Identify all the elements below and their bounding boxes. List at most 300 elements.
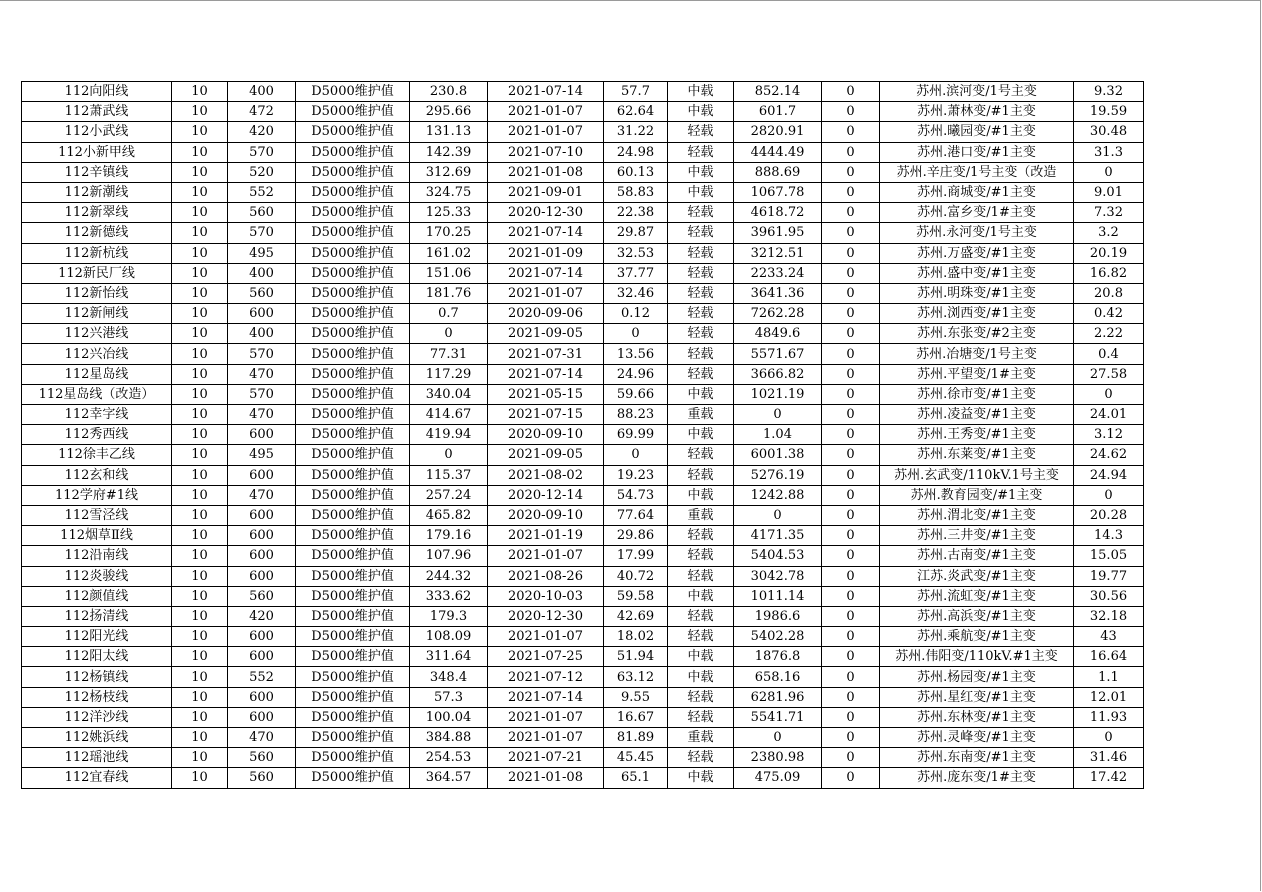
cell-margin[interactable]: 1986.6 [734, 606, 822, 626]
cell-substation[interactable]: 苏州.平望变/1#主变 [880, 364, 1074, 384]
cell-status[interactable]: 轻载 [668, 465, 734, 485]
cell-capacity[interactable]: 520 [228, 162, 296, 182]
cell-substation[interactable]: 苏州.明珠变/#1主变 [880, 283, 1074, 303]
cell-name[interactable]: 112星岛线 [22, 364, 172, 384]
cell-capacity[interactable]: 560 [228, 283, 296, 303]
cell-voltage[interactable]: 10 [172, 728, 228, 748]
cell-capacity[interactable]: 552 [228, 182, 296, 202]
cell-capacity[interactable]: 600 [228, 687, 296, 707]
cell-substation[interactable]: 苏州.辛庄变/1号主变（改造 [880, 162, 1074, 182]
cell-flag[interactable]: 0 [822, 667, 880, 687]
cell-status[interactable]: 中载 [668, 768, 734, 788]
cell-voltage[interactable]: 10 [172, 203, 228, 223]
cell-substation[interactable]: 苏州.盛中变/#1主变 [880, 263, 1074, 283]
cell-voltage[interactable]: 10 [172, 606, 228, 626]
cell-value[interactable]: 31.3 [1074, 142, 1144, 162]
cell-substation[interactable]: 苏州.曦园变/#1主变 [880, 122, 1074, 142]
cell-current[interactable]: 131.13 [410, 122, 488, 142]
cell-voltage[interactable]: 10 [172, 546, 228, 566]
cell-name[interactable]: 112宜春线 [22, 768, 172, 788]
cell-status[interactable]: 中载 [668, 384, 734, 404]
cell-current[interactable]: 0 [410, 445, 488, 465]
cell-voltage[interactable]: 10 [172, 243, 228, 263]
cell-name[interactable]: 112杨镇线 [22, 667, 172, 687]
cell-flag[interactable]: 0 [822, 384, 880, 404]
cell-voltage[interactable]: 10 [172, 748, 228, 768]
cell-date[interactable]: 2020-09-06 [488, 304, 604, 324]
cell-voltage[interactable]: 10 [172, 263, 228, 283]
cell-value[interactable]: 7.32 [1074, 203, 1144, 223]
cell-value[interactable]: 9.01 [1074, 182, 1144, 202]
cell-name[interactable]: 112新闸线 [22, 304, 172, 324]
cell-load_rate[interactable]: 54.73 [604, 485, 668, 505]
cell-current[interactable]: 77.31 [410, 344, 488, 364]
cell-date[interactable]: 2020-12-14 [488, 485, 604, 505]
cell-value[interactable]: 0.42 [1074, 304, 1144, 324]
cell-value[interactable]: 24.62 [1074, 445, 1144, 465]
cell-voltage[interactable]: 10 [172, 344, 228, 364]
cell-flag[interactable]: 0 [822, 142, 880, 162]
cell-name[interactable]: 112新德线 [22, 223, 172, 243]
cell-current[interactable]: 125.33 [410, 203, 488, 223]
cell-value[interactable]: 15.05 [1074, 546, 1144, 566]
cell-date[interactable]: 2021-07-14 [488, 364, 604, 384]
cell-value[interactable]: 9.32 [1074, 82, 1144, 102]
cell-name[interactable]: 112雪泾线 [22, 505, 172, 525]
cell-date[interactable]: 2021-01-07 [488, 546, 604, 566]
cell-load_rate[interactable]: 51.94 [604, 647, 668, 667]
cell-margin[interactable]: 0 [734, 728, 822, 748]
cell-current[interactable]: 179.3 [410, 606, 488, 626]
cell-margin[interactable]: 601.7 [734, 102, 822, 122]
cell-source[interactable]: D5000维护值 [296, 263, 410, 283]
cell-name[interactable]: 112小武线 [22, 122, 172, 142]
cell-date[interactable]: 2021-01-07 [488, 728, 604, 748]
cell-name[interactable]: 112新怡线 [22, 283, 172, 303]
cell-name[interactable]: 112兴冶线 [22, 344, 172, 364]
cell-source[interactable]: D5000维护值 [296, 485, 410, 505]
cell-date[interactable]: 2021-01-07 [488, 707, 604, 727]
cell-flag[interactable]: 0 [822, 263, 880, 283]
cell-status[interactable]: 轻载 [668, 344, 734, 364]
cell-load_rate[interactable]: 57.7 [604, 82, 668, 102]
cell-status[interactable]: 轻载 [668, 203, 734, 223]
cell-voltage[interactable]: 10 [172, 566, 228, 586]
cell-source[interactable]: D5000维护值 [296, 364, 410, 384]
cell-value[interactable]: 43 [1074, 627, 1144, 647]
cell-load_rate[interactable]: 60.13 [604, 162, 668, 182]
cell-voltage[interactable]: 10 [172, 142, 228, 162]
cell-voltage[interactable]: 10 [172, 162, 228, 182]
cell-source[interactable]: D5000维护值 [296, 586, 410, 606]
cell-flag[interactable]: 0 [822, 203, 880, 223]
cell-date[interactable]: 2020-12-30 [488, 606, 604, 626]
cell-voltage[interactable]: 10 [172, 667, 228, 687]
cell-load_rate[interactable]: 19.23 [604, 465, 668, 485]
cell-voltage[interactable]: 10 [172, 364, 228, 384]
cell-current[interactable]: 312.69 [410, 162, 488, 182]
cell-margin[interactable]: 1876.8 [734, 647, 822, 667]
cell-capacity[interactable]: 600 [228, 425, 296, 445]
cell-capacity[interactable]: 400 [228, 324, 296, 344]
cell-source[interactable]: D5000维护值 [296, 707, 410, 727]
cell-flag[interactable]: 0 [822, 728, 880, 748]
cell-value[interactable]: 16.82 [1074, 263, 1144, 283]
cell-margin[interactable]: 4849.6 [734, 324, 822, 344]
cell-load_rate[interactable]: 40.72 [604, 566, 668, 586]
cell-date[interactable]: 2021-09-01 [488, 182, 604, 202]
cell-name[interactable]: 112瑶池线 [22, 748, 172, 768]
cell-load_rate[interactable]: 88.23 [604, 405, 668, 425]
cell-substation[interactable]: 苏州.冶塘变/1号主变 [880, 344, 1074, 364]
cell-name[interactable]: 112沿南线 [22, 546, 172, 566]
cell-flag[interactable]: 0 [822, 405, 880, 425]
cell-name[interactable]: 112秀西线 [22, 425, 172, 445]
cell-flag[interactable]: 0 [822, 465, 880, 485]
cell-voltage[interactable]: 10 [172, 324, 228, 344]
cell-substation[interactable]: 苏州.浏西变/#1主变 [880, 304, 1074, 324]
cell-name[interactable]: 112炎骏线 [22, 566, 172, 586]
cell-source[interactable]: D5000维护值 [296, 405, 410, 425]
cell-source[interactable]: D5000维护值 [296, 647, 410, 667]
cell-date[interactable]: 2021-07-15 [488, 405, 604, 425]
cell-capacity[interactable]: 420 [228, 606, 296, 626]
cell-source[interactable]: D5000维护值 [296, 344, 410, 364]
cell-substation[interactable]: 苏州.滨河变/1号主变 [880, 82, 1074, 102]
cell-capacity[interactable]: 570 [228, 142, 296, 162]
cell-name[interactable]: 112颜值线 [22, 586, 172, 606]
cell-substation[interactable]: 江苏.炎武变/#1主变 [880, 566, 1074, 586]
cell-status[interactable]: 中载 [668, 647, 734, 667]
cell-load_rate[interactable]: 81.89 [604, 728, 668, 748]
cell-substation[interactable]: 苏州.王秀变/#1主变 [880, 425, 1074, 445]
cell-voltage[interactable]: 10 [172, 627, 228, 647]
cell-margin[interactable]: 475.09 [734, 768, 822, 788]
cell-load_rate[interactable]: 13.56 [604, 344, 668, 364]
cell-margin[interactable]: 3666.82 [734, 364, 822, 384]
cell-source[interactable]: D5000维护值 [296, 142, 410, 162]
cell-load_rate[interactable]: 45.45 [604, 748, 668, 768]
cell-capacity[interactable]: 600 [228, 304, 296, 324]
cell-capacity[interactable]: 470 [228, 485, 296, 505]
cell-load_rate[interactable]: 18.02 [604, 627, 668, 647]
cell-load_rate[interactable]: 59.58 [604, 586, 668, 606]
cell-source[interactable]: D5000维护值 [296, 425, 410, 445]
cell-current[interactable]: 414.67 [410, 405, 488, 425]
cell-name[interactable]: 112洋沙线 [22, 707, 172, 727]
cell-substation[interactable]: 苏州.东莱变/#1主变 [880, 445, 1074, 465]
cell-value[interactable]: 12.01 [1074, 687, 1144, 707]
cell-current[interactable]: 295.66 [410, 102, 488, 122]
cell-margin[interactable]: 5541.71 [734, 707, 822, 727]
cell-date[interactable]: 2021-08-02 [488, 465, 604, 485]
cell-current[interactable]: 311.64 [410, 647, 488, 667]
cell-name[interactable]: 112幸字线 [22, 405, 172, 425]
cell-date[interactable]: 2021-01-07 [488, 627, 604, 647]
cell-value[interactable]: 14.3 [1074, 526, 1144, 546]
cell-capacity[interactable]: 470 [228, 364, 296, 384]
cell-value[interactable]: 0 [1074, 162, 1144, 182]
cell-voltage[interactable]: 10 [172, 485, 228, 505]
cell-capacity[interactable]: 400 [228, 82, 296, 102]
cell-margin[interactable]: 2380.98 [734, 748, 822, 768]
cell-source[interactable]: D5000维护值 [296, 465, 410, 485]
cell-date[interactable]: 2021-01-07 [488, 283, 604, 303]
cell-load_rate[interactable]: 0 [604, 445, 668, 465]
cell-status[interactable]: 轻载 [668, 627, 734, 647]
cell-substation[interactable]: 苏州.东南变/#1主变 [880, 748, 1074, 768]
cell-voltage[interactable]: 10 [172, 102, 228, 122]
cell-date[interactable]: 2021-09-05 [488, 324, 604, 344]
cell-status[interactable]: 中载 [668, 425, 734, 445]
cell-capacity[interactable]: 470 [228, 728, 296, 748]
cell-status[interactable]: 轻载 [668, 243, 734, 263]
cell-margin[interactable]: 1.04 [734, 425, 822, 445]
cell-value[interactable]: 30.48 [1074, 122, 1144, 142]
cell-status[interactable]: 轻载 [668, 748, 734, 768]
cell-margin[interactable]: 3042.78 [734, 566, 822, 586]
cell-substation[interactable]: 苏州.渭北变/#1主变 [880, 505, 1074, 525]
cell-flag[interactable]: 0 [822, 647, 880, 667]
cell-current[interactable]: 244.32 [410, 566, 488, 586]
cell-status[interactable]: 中载 [668, 102, 734, 122]
cell-load_rate[interactable]: 69.99 [604, 425, 668, 445]
cell-value[interactable]: 19.77 [1074, 566, 1144, 586]
cell-capacity[interactable]: 495 [228, 243, 296, 263]
cell-capacity[interactable]: 600 [228, 526, 296, 546]
cell-flag[interactable]: 0 [822, 425, 880, 445]
cell-name[interactable]: 112烟草Ⅱ线 [22, 526, 172, 546]
cell-name[interactable]: 112星岛线（改造） [22, 384, 172, 404]
cell-load_rate[interactable]: 37.77 [604, 263, 668, 283]
cell-margin[interactable]: 5402.28 [734, 627, 822, 647]
cell-load_rate[interactable]: 24.96 [604, 364, 668, 384]
cell-name[interactable]: 112萧武线 [22, 102, 172, 122]
cell-source[interactable]: D5000维护值 [296, 82, 410, 102]
cell-margin[interactable]: 6001.38 [734, 445, 822, 465]
cell-margin[interactable]: 7262.28 [734, 304, 822, 324]
cell-status[interactable]: 轻载 [668, 283, 734, 303]
cell-status[interactable]: 轻载 [668, 263, 734, 283]
cell-substation[interactable]: 苏州.乘航变/#1主变 [880, 627, 1074, 647]
cell-current[interactable]: 57.3 [410, 687, 488, 707]
cell-margin[interactable]: 4171.35 [734, 526, 822, 546]
cell-source[interactable]: D5000维护值 [296, 122, 410, 142]
cell-date[interactable]: 2021-01-08 [488, 162, 604, 182]
cell-flag[interactable]: 0 [822, 182, 880, 202]
cell-flag[interactable]: 0 [822, 505, 880, 525]
cell-margin[interactable]: 852.14 [734, 82, 822, 102]
cell-date[interactable]: 2020-09-10 [488, 425, 604, 445]
cell-value[interactable]: 0.4 [1074, 344, 1144, 364]
cell-value[interactable]: 1.1 [1074, 667, 1144, 687]
cell-current[interactable]: 333.62 [410, 586, 488, 606]
cell-current[interactable]: 348.4 [410, 667, 488, 687]
cell-capacity[interactable]: 560 [228, 768, 296, 788]
cell-current[interactable]: 419.94 [410, 425, 488, 445]
cell-flag[interactable]: 0 [822, 687, 880, 707]
cell-substation[interactable]: 苏州.东张变/#2主变 [880, 324, 1074, 344]
cell-source[interactable]: D5000维护值 [296, 546, 410, 566]
cell-voltage[interactable]: 10 [172, 82, 228, 102]
cell-value[interactable]: 20.8 [1074, 283, 1144, 303]
cell-date[interactable]: 2020-12-30 [488, 203, 604, 223]
cell-value[interactable]: 24.94 [1074, 465, 1144, 485]
cell-value[interactable]: 16.64 [1074, 647, 1144, 667]
cell-status[interactable]: 轻载 [668, 526, 734, 546]
cell-date[interactable]: 2021-09-05 [488, 445, 604, 465]
cell-current[interactable]: 230.8 [410, 82, 488, 102]
cell-value[interactable]: 30.56 [1074, 586, 1144, 606]
cell-source[interactable]: D5000维护值 [296, 728, 410, 748]
cell-voltage[interactable]: 10 [172, 647, 228, 667]
cell-source[interactable]: D5000维护值 [296, 384, 410, 404]
cell-capacity[interactable]: 560 [228, 586, 296, 606]
cell-capacity[interactable]: 600 [228, 505, 296, 525]
cell-name[interactable]: 112辛镇线 [22, 162, 172, 182]
cell-current[interactable]: 0 [410, 324, 488, 344]
cell-flag[interactable]: 0 [822, 566, 880, 586]
cell-value[interactable]: 27.58 [1074, 364, 1144, 384]
cell-voltage[interactable]: 10 [172, 768, 228, 788]
cell-date[interactable]: 2021-07-12 [488, 667, 604, 687]
cell-date[interactable]: 2021-07-31 [488, 344, 604, 364]
cell-capacity[interactable]: 600 [228, 627, 296, 647]
cell-capacity[interactable]: 600 [228, 465, 296, 485]
cell-margin[interactable]: 3212.51 [734, 243, 822, 263]
cell-load_rate[interactable]: 32.53 [604, 243, 668, 263]
cell-flag[interactable]: 0 [822, 586, 880, 606]
cell-flag[interactable]: 0 [822, 162, 880, 182]
cell-load_rate[interactable]: 0.12 [604, 304, 668, 324]
cell-capacity[interactable]: 420 [228, 122, 296, 142]
cell-substation[interactable]: 苏州.永河变/1号主变 [880, 223, 1074, 243]
cell-flag[interactable]: 0 [822, 768, 880, 788]
cell-flag[interactable]: 0 [822, 445, 880, 465]
cell-current[interactable]: 179.16 [410, 526, 488, 546]
cell-voltage[interactable]: 10 [172, 505, 228, 525]
cell-capacity[interactable]: 560 [228, 203, 296, 223]
cell-load_rate[interactable]: 0 [604, 324, 668, 344]
cell-flag[interactable]: 0 [822, 364, 880, 384]
cell-current[interactable]: 364.57 [410, 768, 488, 788]
cell-value[interactable]: 24.01 [1074, 405, 1144, 425]
cell-load_rate[interactable]: 77.64 [604, 505, 668, 525]
cell-margin[interactable]: 6281.96 [734, 687, 822, 707]
cell-current[interactable]: 254.53 [410, 748, 488, 768]
cell-status[interactable]: 中载 [668, 586, 734, 606]
cell-name[interactable]: 112阳光线 [22, 627, 172, 647]
cell-status[interactable]: 重载 [668, 505, 734, 525]
cell-current[interactable]: 142.39 [410, 142, 488, 162]
cell-date[interactable]: 2021-07-10 [488, 142, 604, 162]
cell-value[interactable]: 19.59 [1074, 102, 1144, 122]
cell-load_rate[interactable]: 63.12 [604, 667, 668, 687]
cell-source[interactable]: D5000维护值 [296, 748, 410, 768]
cell-voltage[interactable]: 10 [172, 283, 228, 303]
cell-capacity[interactable]: 495 [228, 445, 296, 465]
cell-load_rate[interactable]: 29.87 [604, 223, 668, 243]
cell-date[interactable]: 2021-07-14 [488, 263, 604, 283]
cell-flag[interactable]: 0 [822, 627, 880, 647]
cell-source[interactable]: D5000维护值 [296, 667, 410, 687]
cell-margin[interactable]: 658.16 [734, 667, 822, 687]
cell-status[interactable]: 轻载 [668, 546, 734, 566]
cell-current[interactable]: 117.29 [410, 364, 488, 384]
cell-margin[interactable]: 2233.24 [734, 263, 822, 283]
cell-value[interactable]: 11.93 [1074, 707, 1144, 727]
cell-value[interactable]: 32.18 [1074, 606, 1144, 626]
cell-substation[interactable]: 苏州.东林变/#1主变 [880, 707, 1074, 727]
cell-value[interactable]: 0 [1074, 485, 1144, 505]
cell-capacity[interactable]: 600 [228, 546, 296, 566]
cell-flag[interactable]: 0 [822, 606, 880, 626]
cell-flag[interactable]: 0 [822, 324, 880, 344]
cell-value[interactable]: 2.22 [1074, 324, 1144, 344]
cell-source[interactable]: D5000维护值 [296, 203, 410, 223]
cell-flag[interactable]: 0 [822, 344, 880, 364]
cell-date[interactable]: 2021-01-07 [488, 102, 604, 122]
cell-source[interactable]: D5000维护值 [296, 445, 410, 465]
cell-source[interactable]: D5000维护值 [296, 283, 410, 303]
cell-date[interactable]: 2021-01-08 [488, 768, 604, 788]
cell-name[interactable]: 112徐丰乙线 [22, 445, 172, 465]
cell-load_rate[interactable]: 29.86 [604, 526, 668, 546]
cell-substation[interactable]: 苏州.杨园变/#1主变 [880, 667, 1074, 687]
cell-name[interactable]: 112新杭线 [22, 243, 172, 263]
cell-source[interactable]: D5000维护值 [296, 566, 410, 586]
cell-substation[interactable]: 苏州.凌益变/#1主变 [880, 405, 1074, 425]
cell-voltage[interactable]: 10 [172, 707, 228, 727]
cell-status[interactable]: 重载 [668, 728, 734, 748]
cell-source[interactable]: D5000维护值 [296, 182, 410, 202]
cell-date[interactable]: 2021-08-26 [488, 566, 604, 586]
cell-margin[interactable]: 1242.88 [734, 485, 822, 505]
cell-current[interactable]: 0.7 [410, 304, 488, 324]
cell-status[interactable]: 中载 [668, 485, 734, 505]
cell-date[interactable]: 2021-07-25 [488, 647, 604, 667]
cell-flag[interactable]: 0 [822, 707, 880, 727]
cell-current[interactable]: 115.37 [410, 465, 488, 485]
cell-name[interactable]: 112兴港线 [22, 324, 172, 344]
cell-status[interactable]: 轻载 [668, 687, 734, 707]
cell-source[interactable]: D5000维护值 [296, 687, 410, 707]
cell-name[interactable]: 112新潮线 [22, 182, 172, 202]
cell-name[interactable]: 112扬清线 [22, 606, 172, 626]
cell-substation[interactable]: 苏州.伟阳变/110kV.#1主变 [880, 647, 1074, 667]
cell-flag[interactable]: 0 [822, 526, 880, 546]
cell-status[interactable]: 中载 [668, 82, 734, 102]
cell-substation[interactable]: 苏州.商城变/#1主变 [880, 182, 1074, 202]
cell-capacity[interactable]: 560 [228, 748, 296, 768]
cell-source[interactable]: D5000维护值 [296, 223, 410, 243]
cell-flag[interactable]: 0 [822, 546, 880, 566]
cell-flag[interactable]: 0 [822, 283, 880, 303]
cell-margin[interactable]: 5571.67 [734, 344, 822, 364]
cell-load_rate[interactable]: 16.67 [604, 707, 668, 727]
cell-capacity[interactable]: 400 [228, 263, 296, 283]
cell-load_rate[interactable]: 42.69 [604, 606, 668, 626]
cell-name[interactable]: 112新民厂线 [22, 263, 172, 283]
cell-substation[interactable]: 苏州.古南变/#1主变 [880, 546, 1074, 566]
cell-current[interactable]: 170.25 [410, 223, 488, 243]
cell-margin[interactable]: 5404.53 [734, 546, 822, 566]
cell-date[interactable]: 2021-01-07 [488, 122, 604, 142]
cell-name[interactable]: 112杨枝线 [22, 687, 172, 707]
cell-name[interactable]: 112玄和线 [22, 465, 172, 485]
cell-name[interactable]: 112向阳线 [22, 82, 172, 102]
cell-source[interactable]: D5000维护值 [296, 324, 410, 344]
